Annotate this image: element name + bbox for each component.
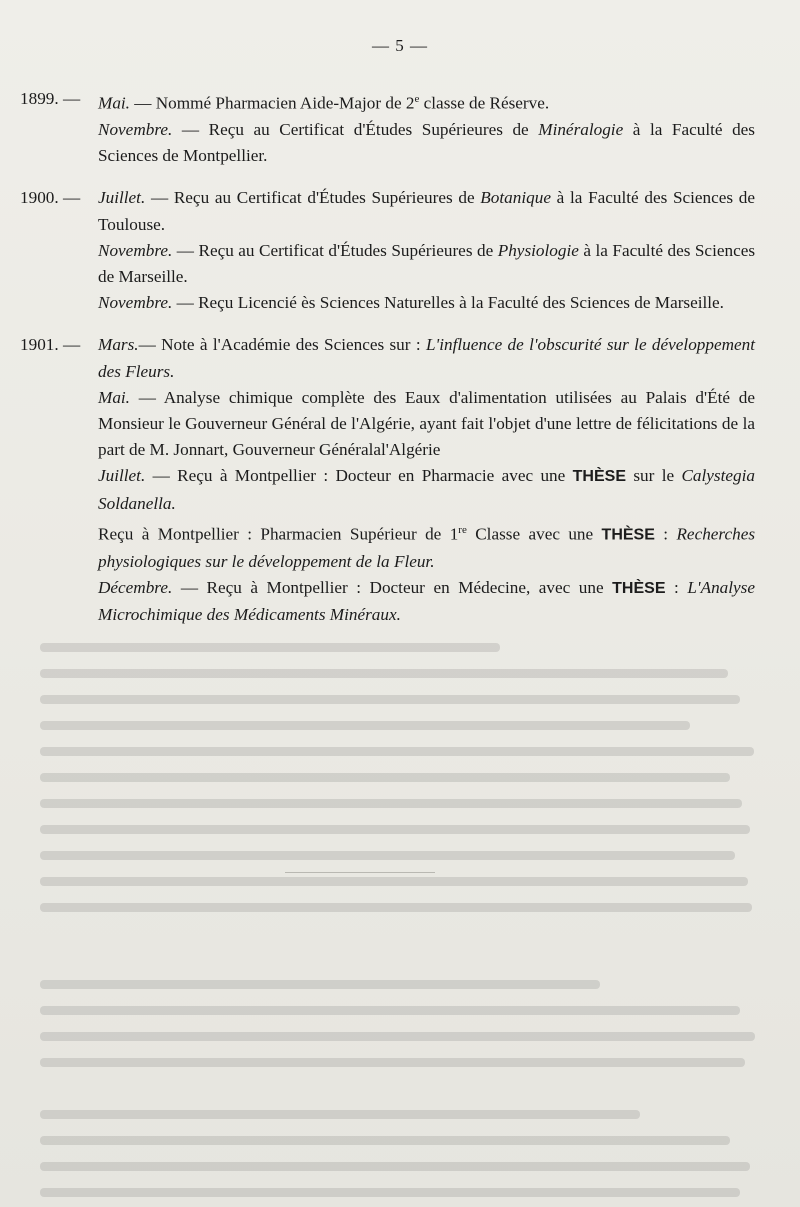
show-through-strokes xyxy=(40,607,760,1207)
entry-separator: — xyxy=(129,387,164,407)
entry-month: Juillet. xyxy=(98,466,146,486)
chronology-entry xyxy=(20,463,755,516)
thesis-label: THÈSE xyxy=(601,526,655,544)
entry-month: Décembre. xyxy=(98,577,173,597)
entry-month: Novembre. xyxy=(98,119,173,139)
year-block xyxy=(20,86,755,169)
entry-month: Mai. xyxy=(98,387,130,407)
entry-text-part: Reçu au Certificat d'Études Supérieures de xyxy=(208,119,539,139)
chronology-entry xyxy=(20,185,755,237)
show-through-lines xyxy=(40,599,760,1207)
section-divider xyxy=(285,872,435,873)
entry-year: 1899. — xyxy=(20,89,81,108)
entry-text xyxy=(82,185,755,237)
italic-title: Minéralogie xyxy=(538,119,624,139)
entry-month: Mai. xyxy=(98,93,130,113)
entry-text-part: sur le xyxy=(625,466,682,486)
entry-text-part: Analyse chimique complète des Eaux d'alimentation utilisées au Palais d'Été de Monsieur le Gouverneur Général de l'Algérie, ayant fait l'objet d'une lettre de félicitations de la part de M. Jonnart, Gouverneur Généralal'Algérie xyxy=(98,387,755,460)
entry-text-part: re xyxy=(458,523,467,536)
entry-text xyxy=(82,463,755,516)
year-block xyxy=(20,185,755,316)
entry-text-part: Reçu à Montpellier : Pharmacien Supérieur de 1 xyxy=(98,524,459,544)
entry-text xyxy=(82,290,755,316)
chronology-entry xyxy=(20,385,755,464)
italic-title: Physiologie xyxy=(497,240,579,260)
entry-month: Mars. xyxy=(98,335,139,355)
entry-separator: — xyxy=(172,119,209,139)
entry-text xyxy=(82,238,755,290)
entry-month: Novembre. xyxy=(98,240,173,260)
entry-text-part: Reçu à Montpellier : Docteur en Médecine, avec une xyxy=(206,577,613,597)
entry-text-part: Classe avec une xyxy=(466,524,602,544)
entry-text-part: : xyxy=(654,524,677,544)
italic-title: Calystegia Soldanella. xyxy=(98,466,755,513)
chronology-entry xyxy=(20,575,755,628)
entry-text-part: Nommé Pharmacien Aide-Major de 2 xyxy=(155,93,415,113)
entry-text-part: classe de Réserve. xyxy=(419,93,550,113)
entry-text xyxy=(82,86,755,117)
entry-month: Novembre. xyxy=(98,293,173,313)
entry-text-part: e xyxy=(414,93,420,105)
entry-text-part: à la Faculté des Sciences de Montpellier. xyxy=(98,119,755,166)
entry-separator: — xyxy=(145,466,178,486)
entry-year: 1901. — xyxy=(20,335,81,355)
entry-text xyxy=(82,117,755,169)
chronology-entry xyxy=(20,117,755,169)
thesis-label: THÈSE xyxy=(612,579,666,597)
chronology-entry xyxy=(20,290,755,316)
entry-separator: — xyxy=(172,240,199,260)
thesis-label: THÈSE xyxy=(572,468,626,486)
year-block xyxy=(20,332,755,628)
entry-text-part: : xyxy=(665,577,688,597)
italic-title: Botanique xyxy=(480,188,551,208)
entry-text-part: à la Faculté des Sciences de Toulouse. xyxy=(98,188,756,234)
entry-text xyxy=(82,332,755,384)
entry-text-part: Note à l'Académie des Sciences sur : xyxy=(161,335,426,355)
entry-text-part: Reçu au Certificat d'Études Supérieures de xyxy=(198,240,498,260)
entry-separator: — xyxy=(129,93,156,113)
chronology-entry xyxy=(20,332,755,384)
entry-text xyxy=(82,385,755,464)
entry-text-part: à la Faculté des Sciences de Marseille. xyxy=(98,240,756,286)
show-through-texture xyxy=(0,590,800,1207)
italic-title: Recherches physiologiques sur le développement de la Fleur. xyxy=(98,524,756,571)
entry-separator: — xyxy=(145,188,174,208)
entry-year: 1900. — xyxy=(20,188,81,208)
italic-title: L'Analyse Microchimique des Médicaments Minéraux. xyxy=(98,577,756,625)
italic-title: L'influence de l'obscurité sur le développement des Fleurs. xyxy=(98,335,756,381)
chronology-entry xyxy=(20,86,755,117)
chronology xyxy=(20,86,755,644)
entry-separator: — xyxy=(172,293,199,313)
entry-text-part: Reçu à Montpellier : Docteur en Pharmacie avec une xyxy=(177,466,573,486)
entry-month: Juillet. xyxy=(98,188,146,208)
entry-separator: — xyxy=(138,335,162,355)
entry-text xyxy=(82,517,755,575)
entry-text-part: Reçu Licencié ès Sciences Naturelles à la Faculté des Sciences de Marseille. xyxy=(198,293,724,313)
page-number: — 5 — xyxy=(372,36,428,55)
entry-text-part: Reçu au Certificat d'Études Supérieures de xyxy=(173,188,481,208)
entry-separator: — xyxy=(172,577,207,597)
entry-text xyxy=(82,575,755,628)
chronology-entry xyxy=(20,238,755,290)
chronology-entry xyxy=(20,517,755,575)
